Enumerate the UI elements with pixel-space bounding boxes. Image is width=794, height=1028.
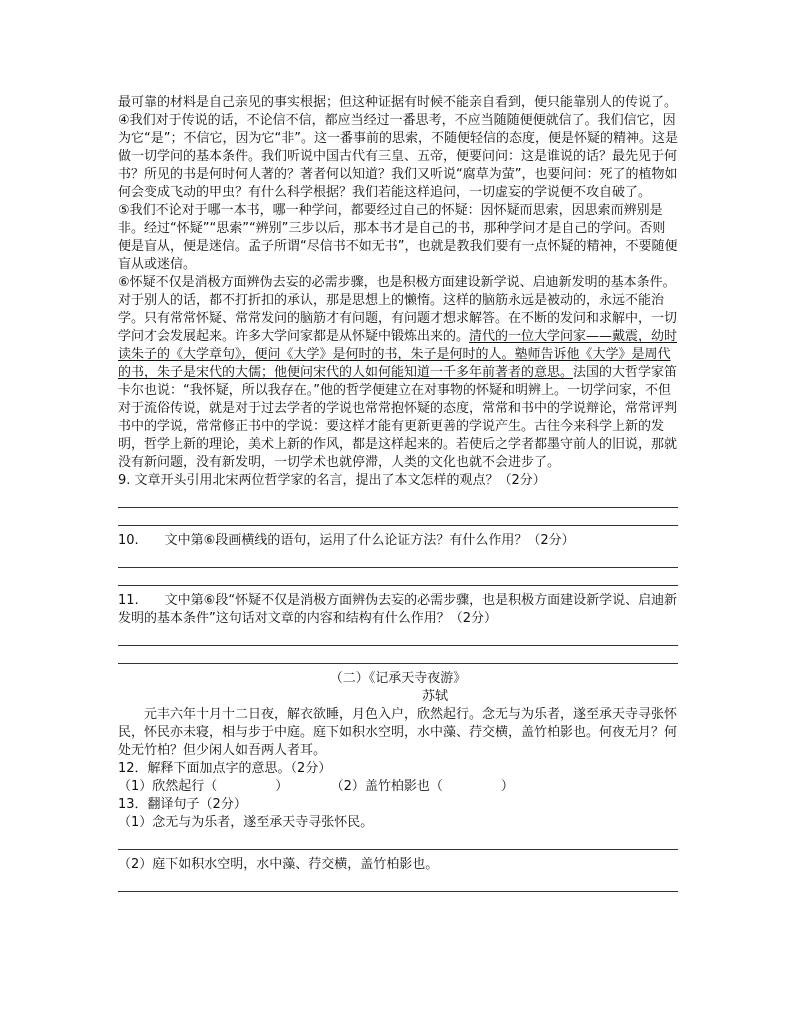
paragraph-6-end: 法国的大哲学家笛卡尔也说：“我怀疑，所以我存在。”他的哲学便建立在对事物的怀疑和明辨上。一切学问家，不但对于流俗传说，就是对于过去学者的学说也常常抱怀疑的态度，常常和书中的学说辩论，常常评判书中的学说，常常修正书中的学说：要这样才能有更新更善的学说产生。古往今来科学上新的发明，哲学上新的理论，美术上新的作风，都是这样起来的。若使后之学者都墨守前人的旧说，那就没有新问题，没有新发明，一切学术也就停滞，人类的文化也就不会进步了。	[118, 365, 678, 470]
paragraph-6-start: ⑥怀疑不仅是消极方面辨伪去妄的必需步骤，也是积极方面建设新学说、启迪新发明的基本条件。对于别人的话，都不打折扣的承认，那是思想上的懒惰。这样的脑筋永远是被动的，永远不能治学。只有常常怀疑、常常发问的脑筋才有问题，有问题才想求解答。在不断的发问和求解中，一切学问才会发展起来。许多大学问家都是从怀疑中锻炼出来的。	[118, 275, 678, 344]
classical-text: 元丰六年十月十二日夜，解衣欲睡，月色入户，欣然起行。念无与为乐者，遂至承天寺寻张怀民，怀民亦未寝，相与步于中庭。庭下如积水空明，水中藻、荇交横，盖竹柏影也。何夜无月？何处无竹柏？但少闲人如吾两人者耳。	[118, 707, 678, 758]
answer-line[interactable]	[118, 874, 678, 892]
worksheet-page	[118, 94, 678, 892]
answer-line[interactable]	[118, 832, 678, 850]
q12-item-2-close: ）	[500, 779, 514, 794]
passage-paragraph-6	[118, 274, 678, 472]
question-9: 9. 文章开头引用北宋两位哲学家的名言，提出了本文怎样的观点？（2分）	[118, 473, 546, 488]
question-10: 10. 文中第⑥段画横线的语句，运用了什么论证方法？有什么作用？（2分）	[118, 533, 575, 548]
answer-line[interactable]	[118, 628, 678, 646]
answer-line[interactable]	[118, 508, 678, 526]
passage-paragraph-5: ⑤我们不论对于哪一本书，哪一种学问，都要经过自己的怀疑：因怀疑而思索，因思索而辨别是非。经过“怀疑”“思索”“辨别”三步以后，那本书才是自己的书，那种学问才是自己的学问。否则便是盲从，便是迷信。孟子所谓“尽信书不如无书”，也就是教我们要有一点怀疑的精神，不要随便盲从或迷信。	[118, 203, 678, 272]
q12-item-1-label: （1）欣然起行（	[118, 779, 218, 794]
question-12: 12．解释下面加点字的意思。（2分）	[118, 761, 332, 776]
q12-item-2-label: （2）盖竹柏影也（	[330, 779, 443, 794]
question-12-items	[118, 778, 678, 796]
answer-line[interactable]	[118, 568, 678, 586]
question-13-item-1: （1）念无与为乐者，遂至承天寺寻张怀民。	[118, 815, 374, 830]
section-2-title: （二）《记承天寺夜游》	[329, 671, 467, 686]
question-11: 11. 文中第⑥段“怀疑不仅是消极方面辨伪去妄的必需步骤，也是积极方面建设新学说、启迪新发明的基本条件”这句话对文章的内容和结构有什么作用？（2分）	[118, 593, 678, 626]
q12-item-1-close: ）	[275, 779, 289, 794]
answer-line[interactable]	[118, 646, 678, 664]
passage-intro: 最可靠的材料是自己亲见的事实根据；但这种证据有时候不能亲自看到，便只能靠别人的传说了。	[118, 95, 678, 110]
section-2-author: 苏轼	[421, 689, 448, 704]
paragraph-6-underlined: 清代的一位大学问家——戴震，幼时读朱子的《大学章句》，便问《大学》是何时的书，朱子是何时的人。塾师告诉他《大学》是周代的书，朱子是宋代的大儒；他便问宋代的人如何能知道一千多年前著者的意思。	[118, 329, 678, 380]
answer-line[interactable]	[118, 550, 678, 568]
question-13-item-2: （2）庭下如积水空明，水中藻、荇交横，盖竹柏影也。	[118, 857, 439, 872]
answer-line[interactable]	[118, 490, 678, 508]
question-13: 13．翻译句子（2分）	[118, 797, 247, 812]
passage-paragraph-4: ④我们对于传说的话，不论信不信，都应当经过一番思考，不应当随随便便就信了。我们信它，因为它“是”；不信它，因为它“非”。这一番事前的思索，不随便轻信的态度，便是怀疑的精神。这是做一切学问的基本条件。我们听说中国古代有三皇、五帝，便要问问：这是谁说的话？最先见于何书？所见的书是何时何人著的？著者何以知道？我们又听说“腐草为萤”，也要问问：死了的植物如何会变成飞动的甲虫？有什么科学根据？我们若能这样追问，一切虚妄的学说便不攻自破了。	[118, 113, 678, 200]
